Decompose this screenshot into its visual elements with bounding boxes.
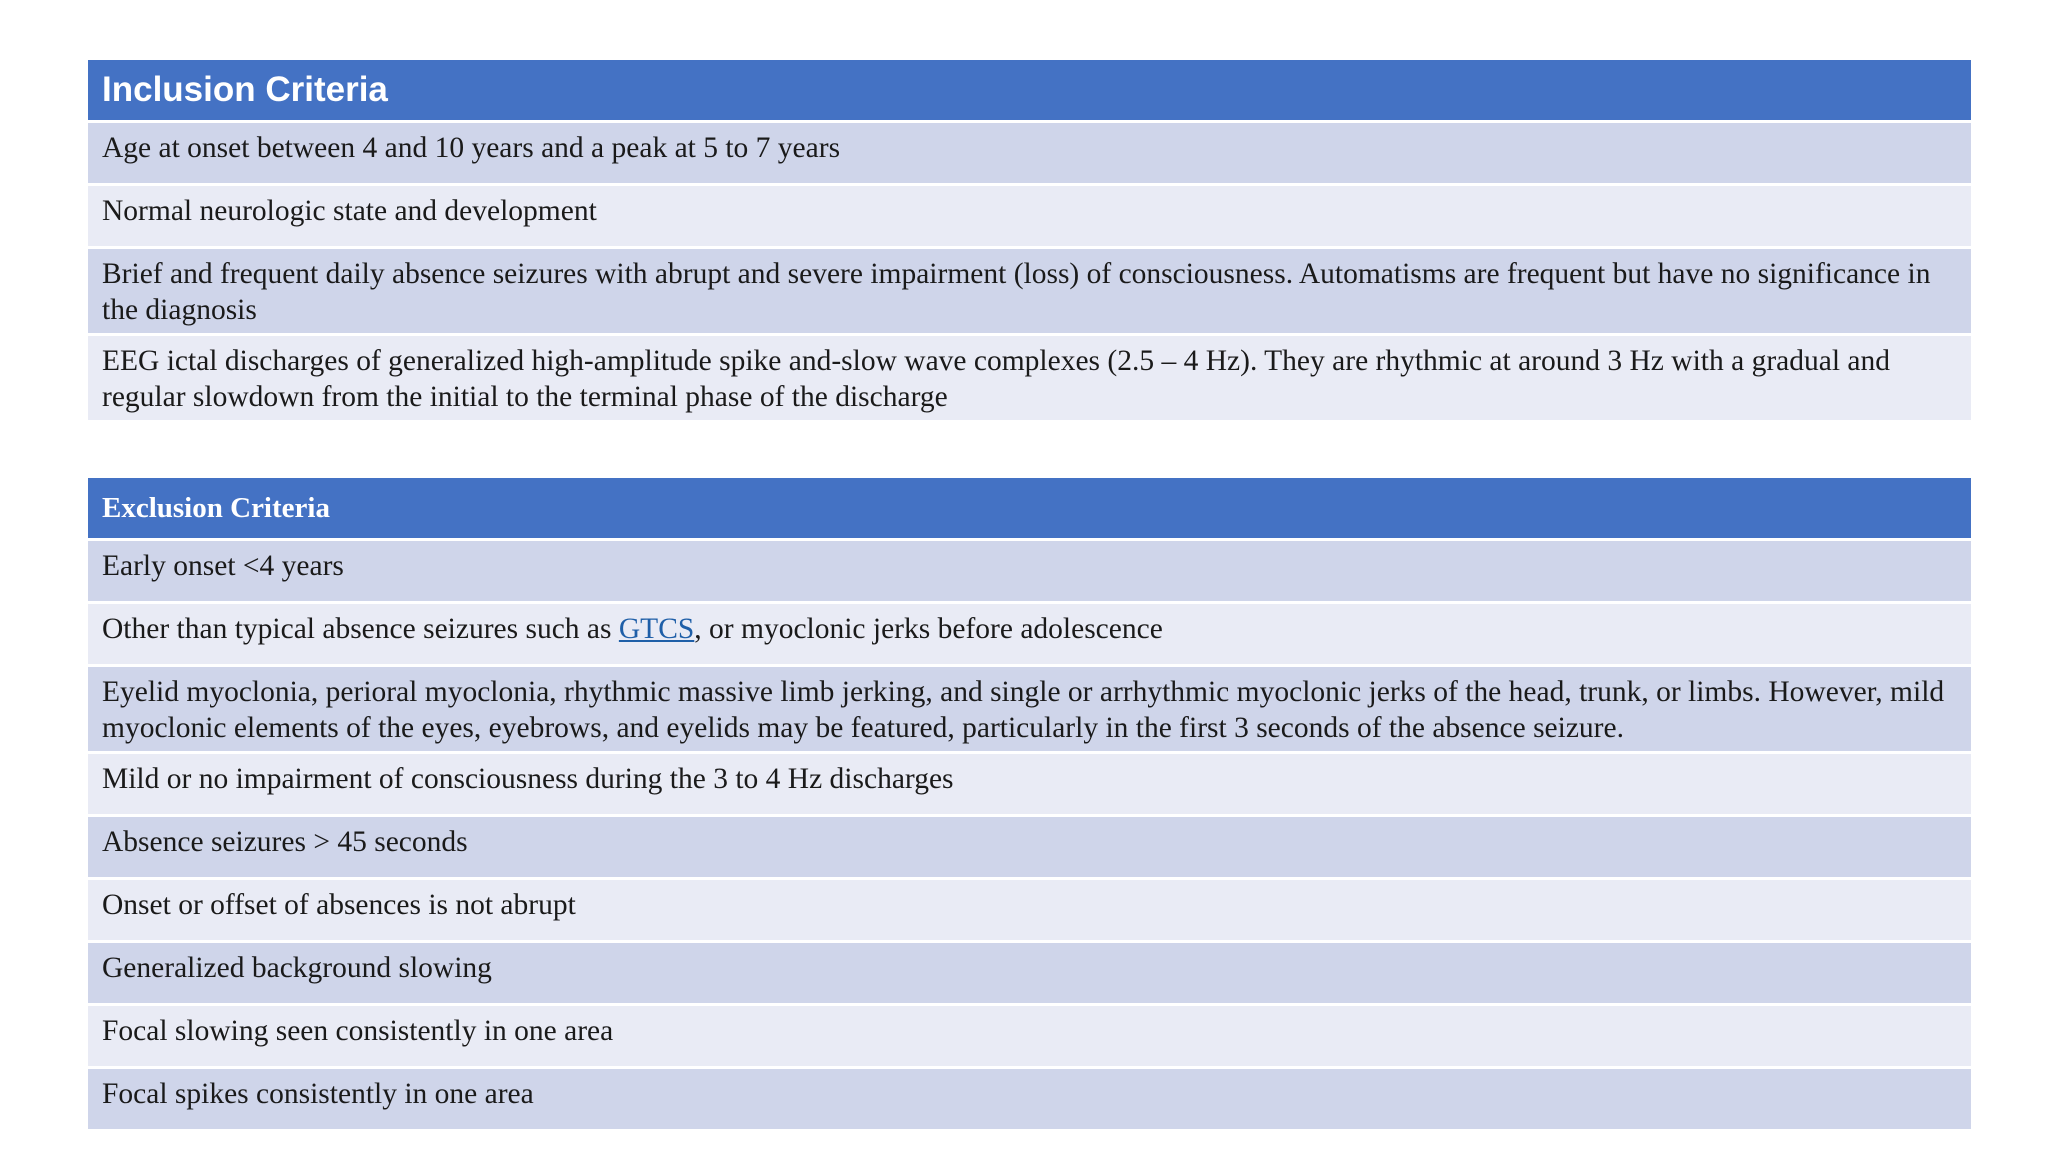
inclusion-row: EEG ictal discharges of generalized high-amplitude spike and-slow wave complexes (2.5 – 4 Hz). They are rhythmic at around 3 Hz with a gradual and regular slowdown from the initial to the terminal phase of the discharge	[88, 333, 1971, 420]
inclusion-row: Age at onset between 4 and 10 years and a peak at 5 to 7 years	[88, 120, 1971, 183]
exclusion-row: Focal spikes consistently in one area	[88, 1066, 1971, 1129]
exclusion-row-text-before: Other than typical absence seizures such as	[102, 613, 619, 645]
exclusion-row: Generalized background slowing	[88, 940, 1971, 1003]
exclusion-criteria-table	[88, 478, 1971, 1129]
exclusion-row: Eyelid myoclonia, perioral myoclonia, rhythmic massive limb jerking, and single or arrhythmic myoclonic jerks of the head, trunk, or limbs. However, mild myoclonic elements of the eyes, eyebrows, and eyelids may be featured, particularly in the first 3 seconds of the absence seizure.	[88, 664, 1971, 751]
inclusion-row: Brief and frequent daily absence seizures with abrupt and severe impairment (loss) of consciousness. Automatisms are frequent but have no significance in the diagnosis	[88, 246, 1971, 333]
exclusion-row-text-after: , or myoclonic jerks before adolescence	[694, 613, 1163, 645]
inclusion-criteria-table	[88, 60, 1971, 420]
exclusion-row: Onset or offset of absences is not abrupt	[88, 877, 1971, 940]
inclusion-row: Normal neurologic state and development	[88, 183, 1971, 246]
exclusion-row: Focal slowing seen consistently in one area	[88, 1003, 1971, 1066]
exclusion-row	[88, 601, 1971, 664]
gtcs-link[interactable]: GTCS	[618, 613, 695, 645]
inclusion-criteria-header: Inclusion Criteria	[88, 60, 1971, 120]
exclusion-row: Absence seizures > 45 seconds	[88, 814, 1971, 877]
exclusion-row: Mild or no impairment of consciousness during the 3 to 4 Hz discharges	[88, 751, 1971, 814]
exclusion-criteria-header: Exclusion Criteria	[88, 478, 1971, 538]
exclusion-row: Early onset <4 years	[88, 538, 1971, 601]
